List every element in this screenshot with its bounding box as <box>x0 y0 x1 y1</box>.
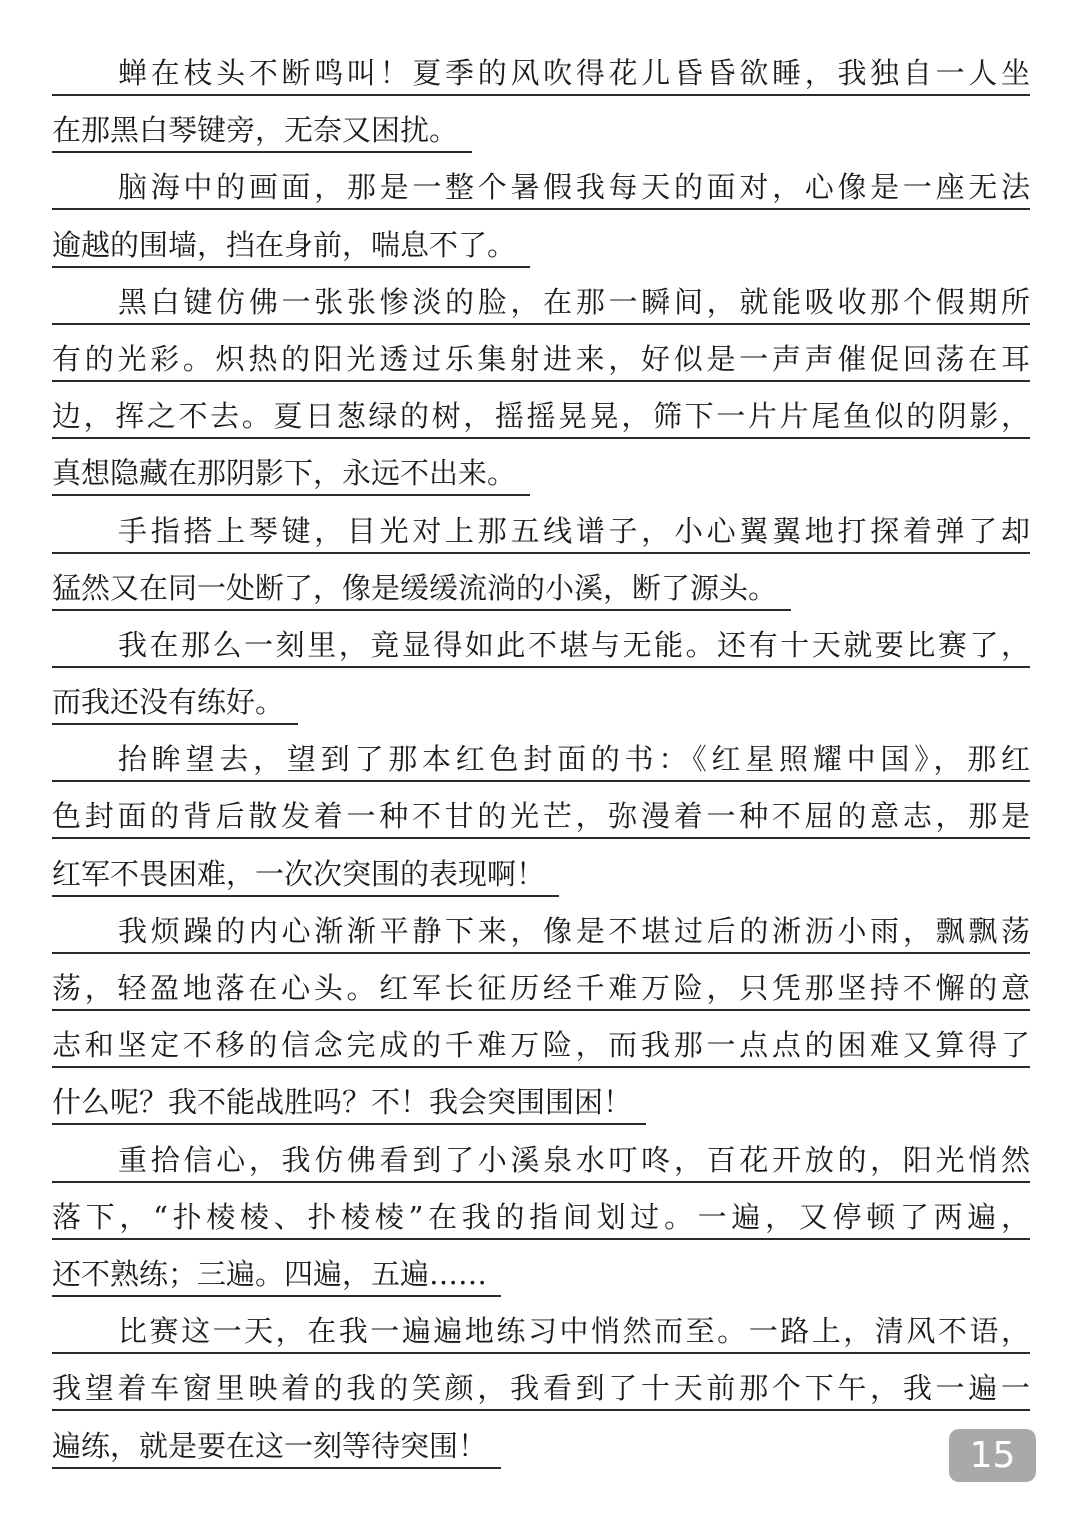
essay-paragraph <box>52 167 1030 281</box>
text-line <box>52 968 1030 1025</box>
text-line <box>52 854 1030 911</box>
line-text: 在那黑白琴键旁，无奈又困扰。 <box>52 110 472 153</box>
text-line <box>52 1025 1030 1082</box>
text-line <box>52 110 1030 167</box>
line-text: 我望着车窗里映着的我的笑颜，我看到了十天前那个下午，我一遍一 <box>52 1368 1030 1411</box>
line-text: 抬眸望去，望到了那本红色封面的书：《红星照耀中国》，那红 <box>52 739 1030 782</box>
essay-paragraph <box>52 625 1030 739</box>
line-text: 我在那么一刻里，竟显得如此不堪与无能。还有十天就要比赛了， <box>52 625 1030 668</box>
essay-paragraph <box>52 739 1030 911</box>
text-line <box>52 1140 1030 1197</box>
text-line <box>52 1368 1030 1425</box>
text-line <box>52 339 1030 396</box>
essay-paragraph <box>52 53 1030 167</box>
line-text: 手指搭上琴键，目光对上那五线谱子，小心翼翼地打探着弹了却 <box>52 511 1030 554</box>
line-text: 逾越的围墙，挡在身前，喘息不了。 <box>52 225 530 268</box>
text-line <box>52 1082 1030 1139</box>
line-text: 猛然又在同一处断了，像是缓缓流淌的小溪，断了源头。 <box>52 568 791 611</box>
line-text: 脑海中的画面，那是一整个暑假我每天的面对，心像是一座无法 <box>52 167 1030 210</box>
line-text: 落下，“扑棱棱、扑棱棱”在我的指间划过。一遍，又停顿了两遍， <box>52 1197 1030 1240</box>
line-text: 色封面的背后散发着一种不甘的光芒，弥漫着一种不屈的意志，那是 <box>52 796 1030 839</box>
essay-paragraph <box>52 1311 1030 1483</box>
text-line <box>52 453 1030 510</box>
line-text: 重拾信心，我仿佛看到了小溪泉水叮咚，百花开放的，阳光悄然 <box>52 1140 1030 1183</box>
text-line <box>52 396 1030 453</box>
line-text: 荡，轻盈地落在心头。红军长征历经千难万险，只凭那坚持不懈的意 <box>52 968 1030 1011</box>
text-line <box>52 796 1030 853</box>
line-text: 边，挥之不去。夏日葱绿的树，摇摇晃晃，筛下一片片尾鱼似的阴影， <box>52 396 1030 439</box>
text-line <box>52 1197 1030 1254</box>
line-text: 黑白键仿佛一张张惨淡的脸，在那一瞬间，就能吸收那个假期所 <box>52 282 1030 325</box>
line-text: 比赛这一天，在我一遍遍地练习中悄然而至。一路上，清风不语， <box>52 1311 1030 1354</box>
line-text: 我烦躁的内心渐渐平静下来，像是不堪过后的淅沥小雨，飘飘荡 <box>52 911 1030 954</box>
line-text: 志和坚定不移的信念完成的千难万险，而我那一点点的困难又算得了 <box>52 1025 1030 1068</box>
essay-paragraph <box>52 511 1030 625</box>
line-text: 蝉在枝头不断鸣叫！夏季的风吹得花儿昏昏欲睡，我独自一人坐 <box>52 53 1030 96</box>
text-line <box>52 625 1030 682</box>
text-line <box>52 1426 1030 1483</box>
line-text: 真想隐藏在那阴影下，永远不出来。 <box>52 453 530 496</box>
text-line <box>52 1254 1030 1311</box>
essay-page <box>52 53 1030 1483</box>
text-line <box>52 167 1030 224</box>
essay-paragraph <box>52 911 1030 1140</box>
text-line <box>52 1311 1030 1368</box>
text-line <box>52 568 1030 625</box>
text-line <box>52 682 1030 739</box>
text-line <box>52 911 1030 968</box>
essay-paragraph <box>52 282 1030 511</box>
text-line <box>52 282 1030 339</box>
line-text: 什么呢？我不能战胜吗？不！我会突围围困！ <box>52 1082 646 1125</box>
line-text: 有的光彩。炽热的阳光透过乐集射进来，好似是一声声催促回荡在耳 <box>52 339 1030 382</box>
text-line <box>52 511 1030 568</box>
text-line <box>52 225 1030 282</box>
line-text: 红军不畏困难，一次次突围的表现啊！ <box>52 854 559 897</box>
line-text: 而我还没有练好。 <box>52 682 298 725</box>
line-text: 还不熟练；三遍。四遍，五遍…… <box>52 1254 501 1297</box>
text-line <box>52 739 1030 796</box>
page-number-badge: 15 <box>949 1429 1036 1482</box>
line-text: 遍练，就是要在这一刻等待突围！ <box>52 1426 501 1469</box>
text-line <box>52 53 1030 110</box>
essay-paragraph <box>52 1140 1030 1312</box>
